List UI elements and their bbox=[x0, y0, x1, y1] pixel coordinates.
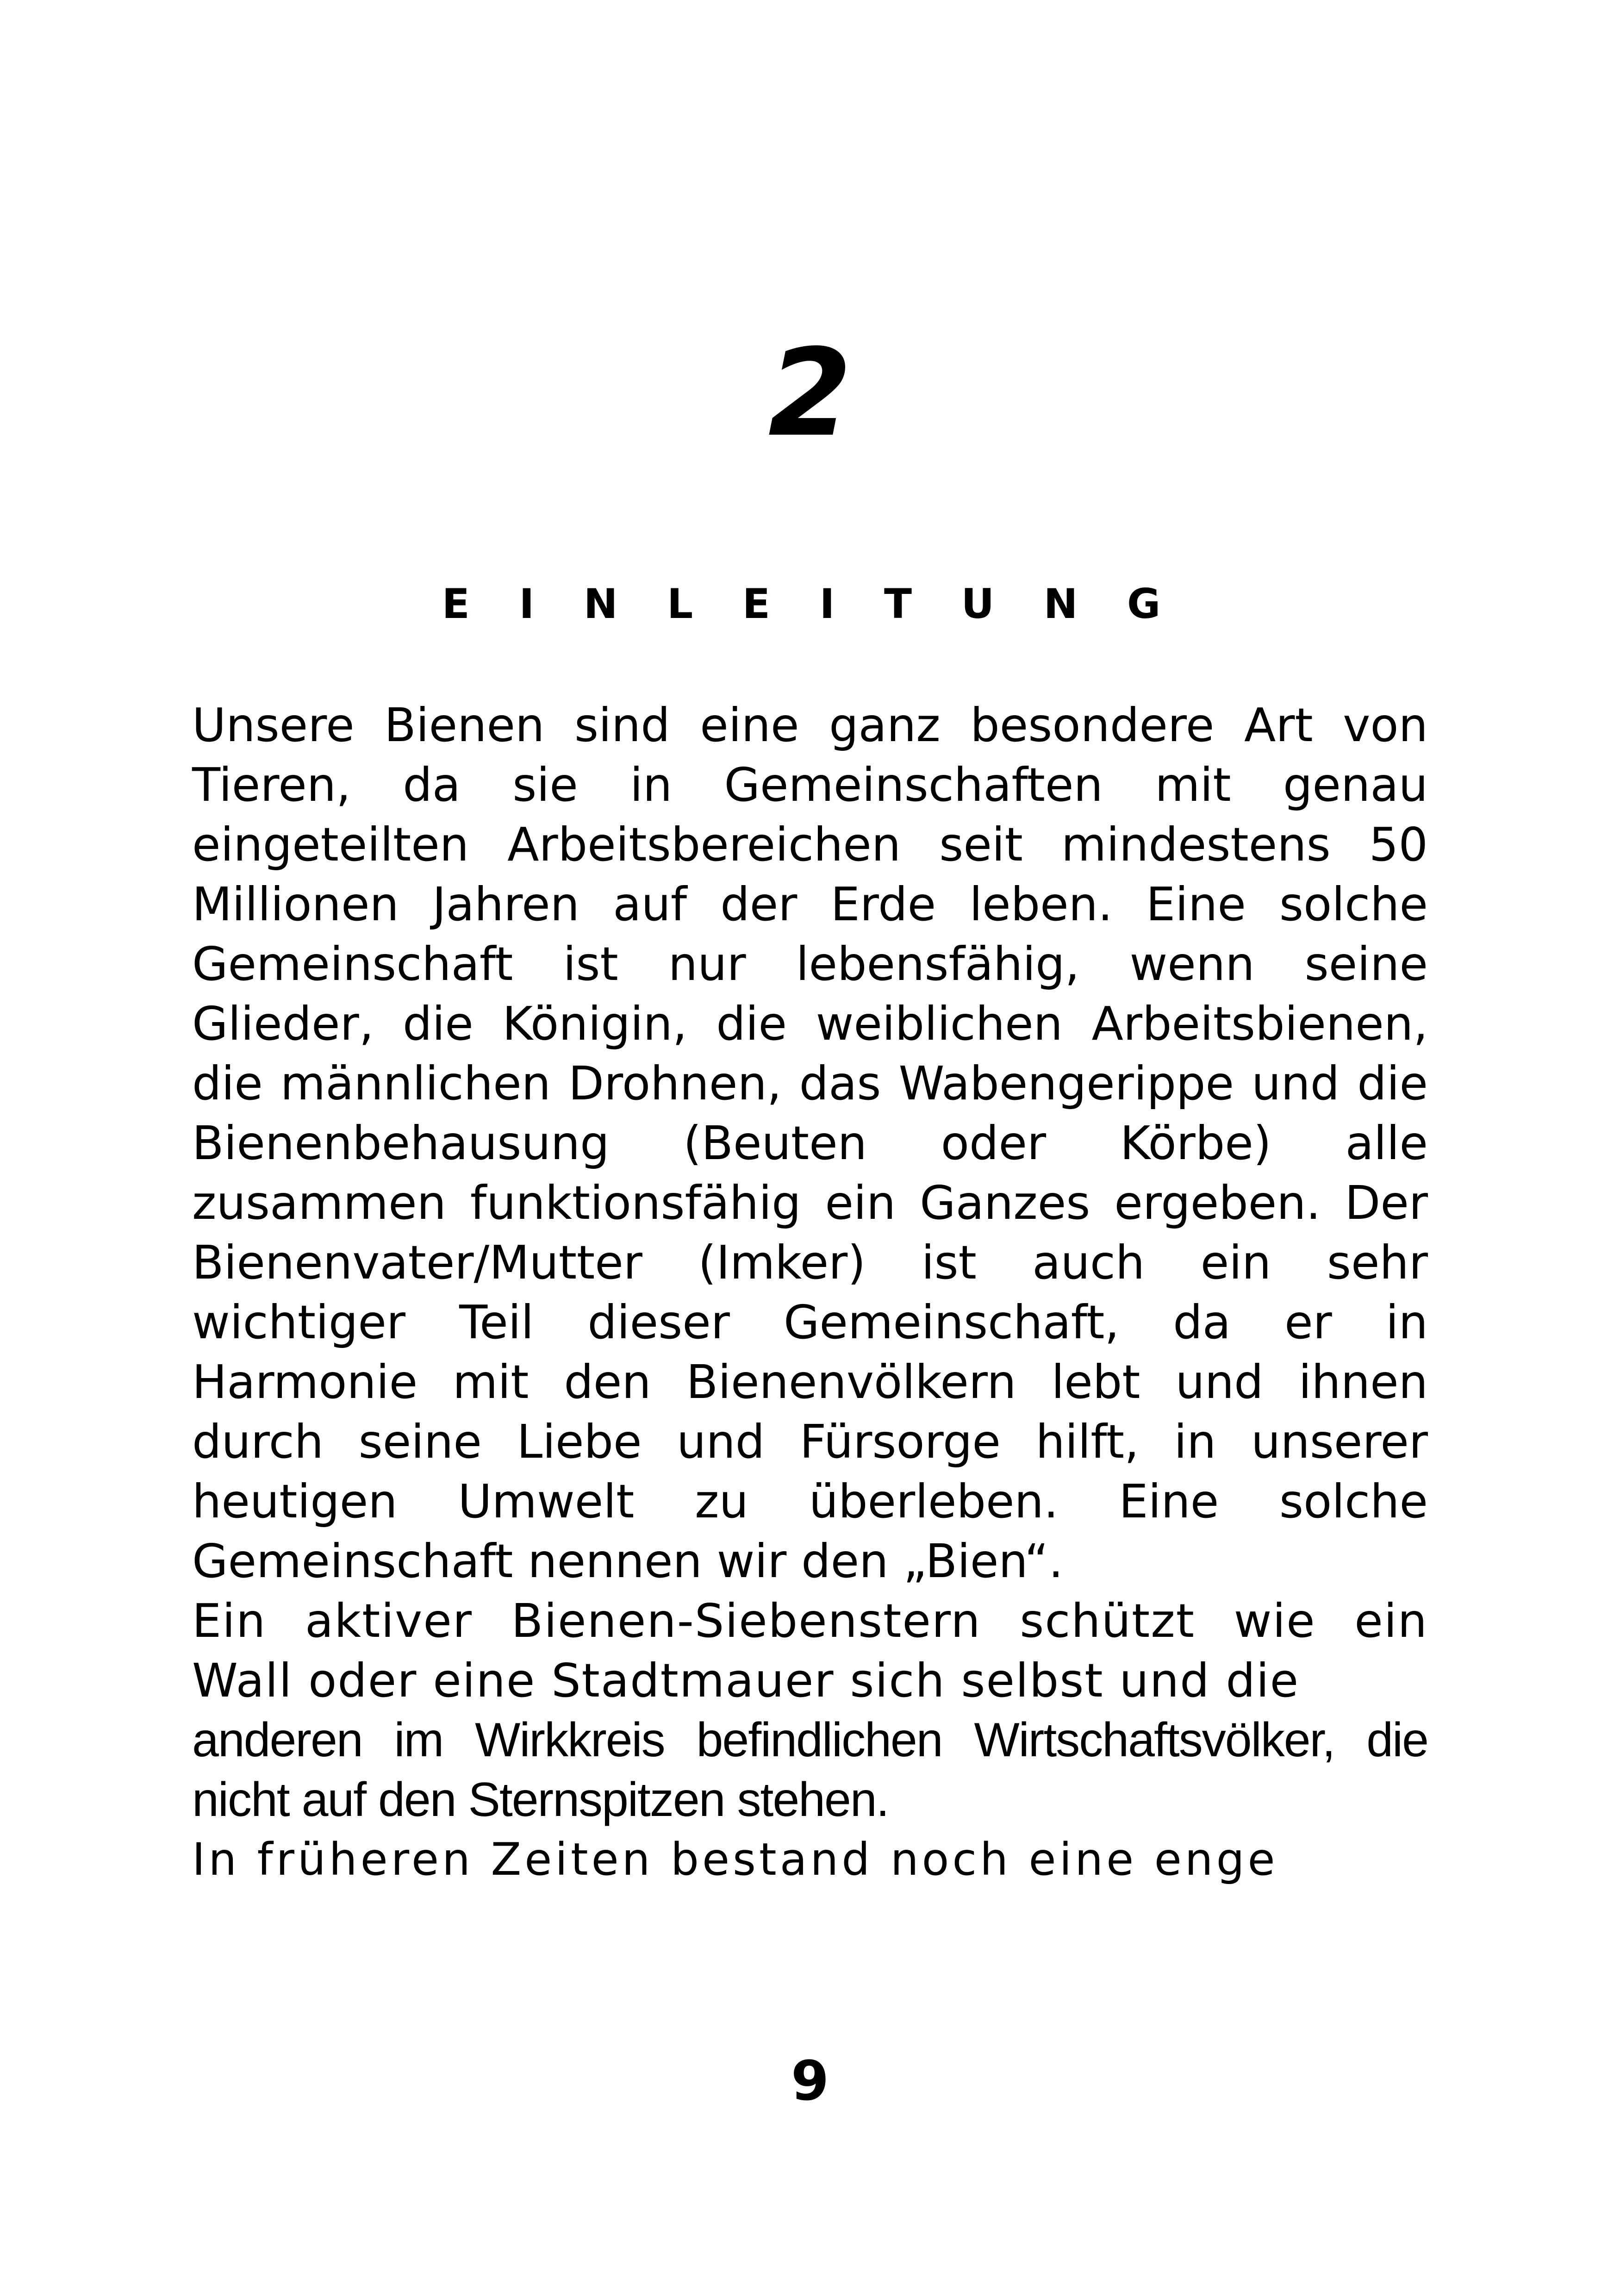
paragraph: Unsere Bienen sind eine ganz besondere Art von Tieren, da sie in Gemeinschaften mit genau eingeteilten Arbeitsbereichen seit mindestens 50 Millionen Jahren auf der Erde leben. Eine solche Gemeinschaft ist nur lebensfähig, wenn seine Glieder, die Königin, die weiblichen Arbeitsbienen, die männlichen Drohnen, das Wabengerippe und die Bienenbehausung (Beuten oder Körbe) alle zusammen funktionsfähig ein Ganzes ergeben. Der Bienenvater/Mutter (Imker) ist auch ein sehr wichtiger Teil dieser Gemeinschaft, da er in Harmonie mit den Bienenvölkern lebt und ihnen durch seine Liebe und Fürsorge hilft, in unserer heutigen Umwelt zu überleben. Eine solche Gemeinschaft nennen wir den „Bien“. bbox=[192, 698, 1428, 1588]
body-text bbox=[192, 695, 1428, 1890]
paragraph: Ein aktiver Bienen-Siebenstern schützt wie ein Wall oder eine Stadtmauer sich selbst und die bbox=[192, 1594, 1428, 1708]
chapter-number: 2 bbox=[768, 324, 852, 463]
paragraph: anderen im Wirkkreis befindlichen Wirtschaftsvölker, die nicht auf den Sternspitzen stehen. bbox=[192, 1713, 1428, 1827]
paragraph: In früheren Zeiten bestand noch eine enge bbox=[192, 1834, 1278, 1885]
chapter-title: E I N L E I T U N G bbox=[442, 580, 1178, 628]
page-number: 9 bbox=[791, 2049, 829, 2113]
